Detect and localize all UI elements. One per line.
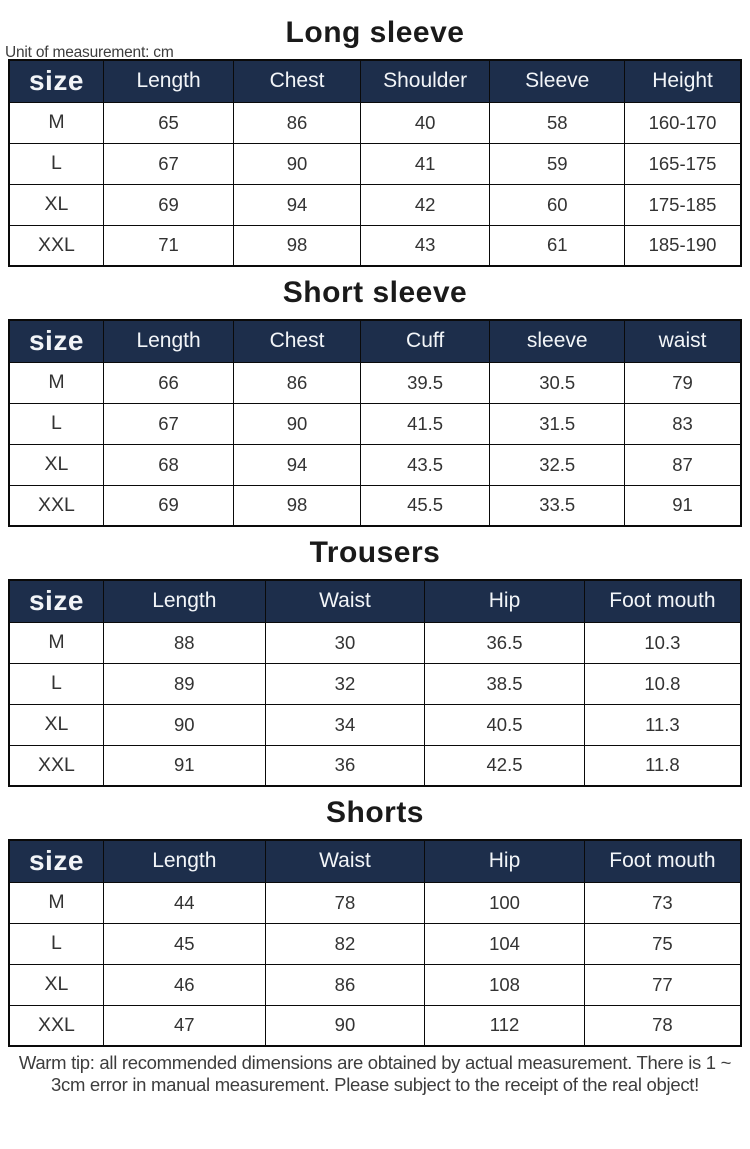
value-cell: 31.5 — [490, 403, 625, 444]
value-cell: 10.3 — [584, 622, 741, 663]
size-label-cell: XXL — [9, 745, 103, 786]
column-header: Waist — [265, 840, 425, 882]
value-cell: 112 — [425, 1005, 585, 1046]
size-table — [8, 839, 742, 1047]
value-cell: 69 — [103, 485, 233, 526]
table-row — [9, 1005, 741, 1046]
value-cell: 86 — [234, 362, 361, 403]
value-cell: 11.8 — [584, 745, 741, 786]
column-header: Sleeve — [490, 60, 625, 102]
section-title: Shorts — [325, 796, 424, 829]
value-cell: 30.5 — [490, 362, 625, 403]
table-row — [9, 362, 741, 403]
value-cell: 42 — [360, 184, 490, 225]
size-label-cell: L — [9, 143, 103, 184]
table-row — [9, 622, 741, 663]
table-row — [9, 225, 741, 266]
column-header: size — [9, 320, 103, 362]
value-cell: 90 — [234, 143, 361, 184]
size-label-cell: XXL — [9, 1005, 103, 1046]
column-header: Cuff — [360, 320, 490, 362]
value-cell: 90 — [265, 1005, 425, 1046]
size-label-cell: XXL — [9, 225, 103, 266]
value-cell: 30 — [265, 622, 425, 663]
size-table — [8, 579, 742, 787]
unit-of-measurement-note: Unit of measurement: cm — [5, 44, 174, 61]
value-cell: 100 — [425, 882, 585, 923]
value-cell: 98 — [234, 485, 361, 526]
value-cell: 87 — [625, 444, 741, 485]
value-cell: 86 — [234, 102, 361, 143]
value-cell: 43.5 — [360, 444, 490, 485]
value-cell: 41.5 — [360, 403, 490, 444]
table-row — [9, 923, 741, 964]
value-cell: 83 — [625, 403, 741, 444]
value-cell: 89 — [103, 663, 265, 704]
value-cell: 175-185 — [625, 184, 741, 225]
value-cell: 65 — [103, 102, 233, 143]
size-label-cell: XL — [9, 184, 103, 225]
table-row — [9, 143, 741, 184]
value-cell: 46 — [103, 964, 265, 1005]
value-cell: 44 — [103, 882, 265, 923]
column-header: Hip — [425, 840, 585, 882]
value-cell: 33.5 — [490, 485, 625, 526]
size-label-cell: XXL — [9, 485, 103, 526]
value-cell: 91 — [625, 485, 741, 526]
size-table — [8, 59, 742, 267]
column-header: Waist — [265, 580, 425, 622]
column-header: size — [9, 60, 103, 102]
value-cell: 45 — [103, 923, 265, 964]
table-row — [9, 704, 741, 745]
table-row — [9, 964, 741, 1005]
size-label-cell: M — [9, 622, 103, 663]
value-cell: 36.5 — [425, 622, 585, 663]
value-cell: 39.5 — [360, 362, 490, 403]
value-cell: 160-170 — [625, 102, 741, 143]
value-cell: 78 — [584, 1005, 741, 1046]
value-cell: 59 — [490, 143, 625, 184]
value-cell: 71 — [103, 225, 233, 266]
column-header: Length — [103, 320, 233, 362]
value-cell: 79 — [625, 362, 741, 403]
value-cell: 61 — [490, 225, 625, 266]
column-header: Shoulder — [360, 60, 490, 102]
table-row — [9, 184, 741, 225]
value-cell: 32 — [265, 663, 425, 704]
column-header: waist — [625, 320, 741, 362]
value-cell: 58 — [490, 102, 625, 143]
value-cell: 98 — [234, 225, 361, 266]
size-label-cell: M — [9, 102, 103, 143]
table-row — [9, 444, 741, 485]
value-cell: 10.8 — [584, 663, 741, 704]
value-cell: 67 — [103, 403, 233, 444]
value-cell: 67 — [103, 143, 233, 184]
header-row — [9, 580, 741, 622]
column-header: Length — [103, 840, 265, 882]
value-cell: 38.5 — [425, 663, 585, 704]
value-cell: 82 — [265, 923, 425, 964]
value-cell: 86 — [265, 964, 425, 1005]
size-section — [0, 536, 750, 787]
table-row — [9, 403, 741, 444]
size-table — [8, 319, 742, 527]
section-title: Short sleeve — [282, 276, 468, 309]
value-cell: 77 — [584, 964, 741, 1005]
value-cell: 36 — [265, 745, 425, 786]
value-cell: 43 — [360, 225, 490, 266]
value-cell: 90 — [103, 704, 265, 745]
value-cell: 185-190 — [625, 225, 741, 266]
column-header: size — [9, 580, 103, 622]
value-cell: 90 — [234, 403, 361, 444]
section-title: Long sleeve — [285, 16, 465, 49]
header-row — [9, 60, 741, 102]
value-cell: 42.5 — [425, 745, 585, 786]
column-header: Length — [103, 580, 265, 622]
value-cell: 91 — [103, 745, 265, 786]
size-label-cell: L — [9, 663, 103, 704]
header-row — [9, 840, 741, 882]
value-cell: 165-175 — [625, 143, 741, 184]
column-header: Hip — [425, 580, 585, 622]
value-cell: 11.3 — [584, 704, 741, 745]
table-row — [9, 485, 741, 526]
table-row — [9, 102, 741, 143]
warm-tip-note: Warm tip: all recommended dimensions are obtained by actual measurement. There is 1 ~ 3cm error in manual measurement. Please subject to the receipt of the real object! — [18, 1052, 732, 1095]
section-title: Trousers — [309, 536, 441, 569]
column-header: Chest — [234, 60, 361, 102]
table-row — [9, 663, 741, 704]
value-cell: 45.5 — [360, 485, 490, 526]
value-cell: 41 — [360, 143, 490, 184]
column-header: Length — [103, 60, 233, 102]
value-cell: 34 — [265, 704, 425, 745]
value-cell: 94 — [234, 184, 361, 225]
value-cell: 104 — [425, 923, 585, 964]
size-label-cell: XL — [9, 444, 103, 485]
table-row — [9, 882, 741, 923]
column-header: Chest — [234, 320, 361, 362]
column-header: Foot mouth — [584, 580, 741, 622]
column-header: Foot mouth — [584, 840, 741, 882]
value-cell: 75 — [584, 923, 741, 964]
size-label-cell: XL — [9, 704, 103, 745]
value-cell: 47 — [103, 1005, 265, 1046]
value-cell: 108 — [425, 964, 585, 1005]
size-label-cell: L — [9, 923, 103, 964]
size-section — [0, 796, 750, 1047]
value-cell: 94 — [234, 444, 361, 485]
column-header: size — [9, 840, 103, 882]
size-label-cell: XL — [9, 964, 103, 1005]
value-cell: 66 — [103, 362, 233, 403]
value-cell: 60 — [490, 184, 625, 225]
size-section — [0, 276, 750, 527]
size-label-cell: M — [9, 362, 103, 403]
value-cell: 32.5 — [490, 444, 625, 485]
value-cell: 68 — [103, 444, 233, 485]
value-cell: 69 — [103, 184, 233, 225]
value-cell: 78 — [265, 882, 425, 923]
value-cell: 88 — [103, 622, 265, 663]
size-tables-container — [0, 16, 750, 1047]
value-cell: 73 — [584, 882, 741, 923]
size-label-cell: M — [9, 882, 103, 923]
value-cell: 40.5 — [425, 704, 585, 745]
column-header: sleeve — [490, 320, 625, 362]
size-label-cell: L — [9, 403, 103, 444]
column-header: Height — [625, 60, 741, 102]
header-row — [9, 320, 741, 362]
table-row — [9, 745, 741, 786]
value-cell: 40 — [360, 102, 490, 143]
